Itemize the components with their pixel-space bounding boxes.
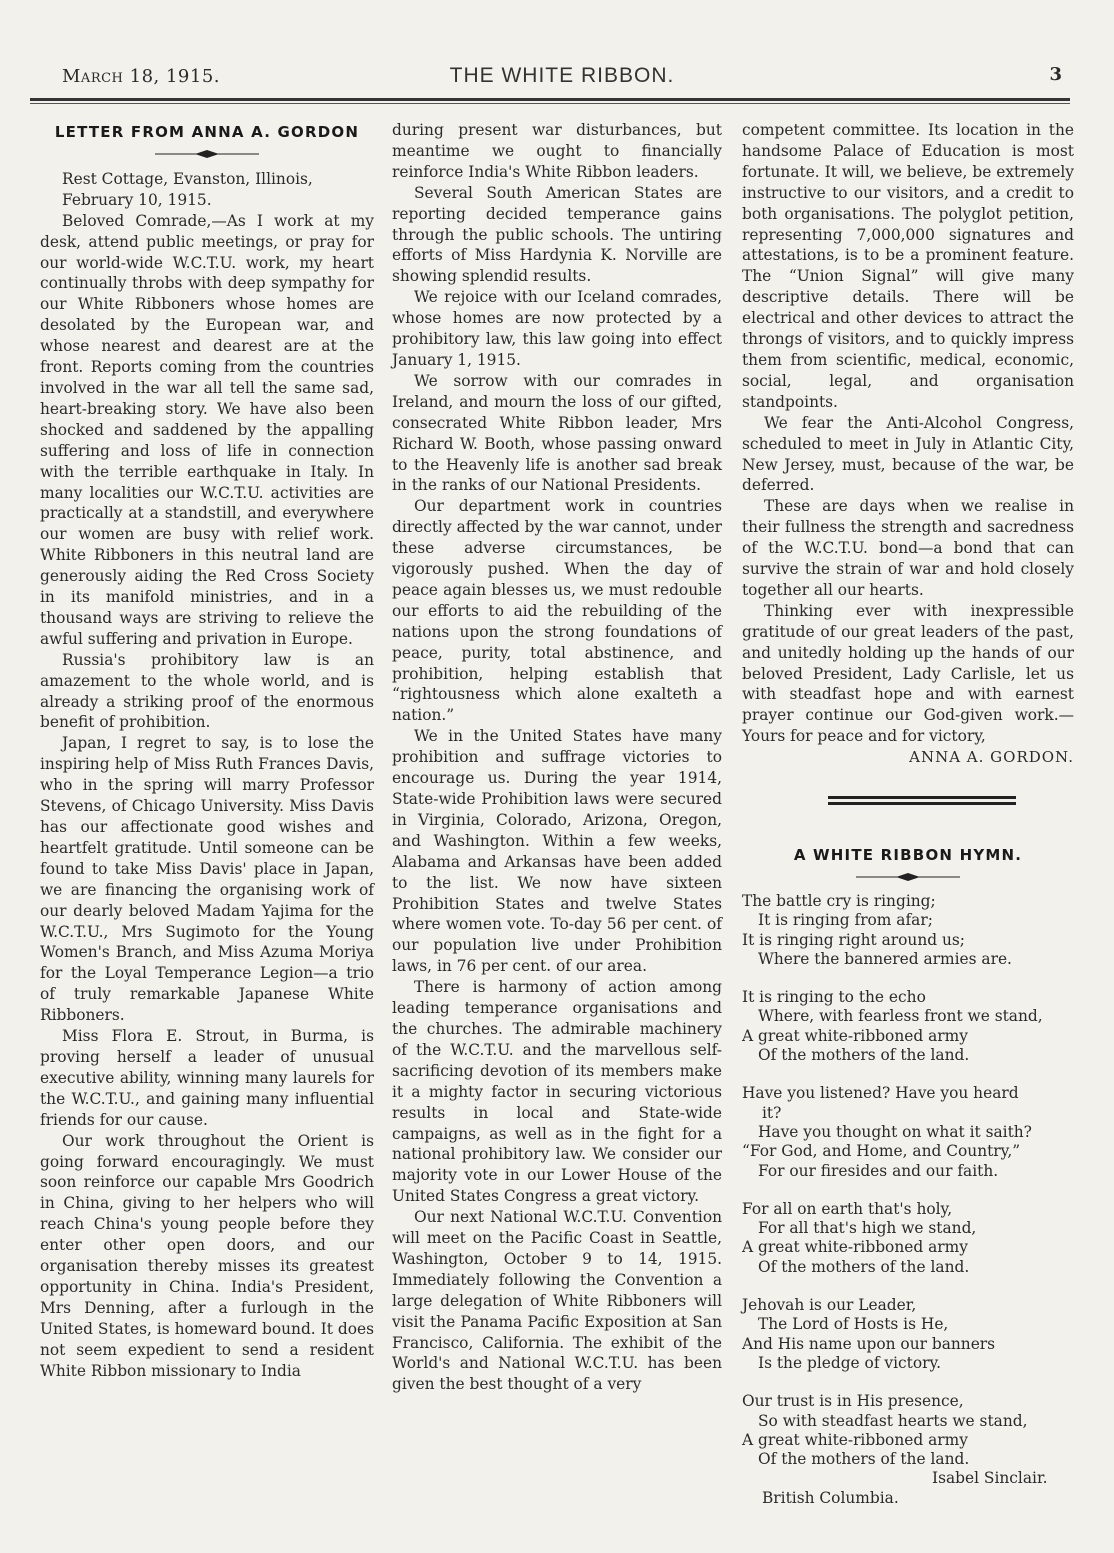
paragraph-continuation: competent committee. Its location in the handsome Palace of Education is most fortunate. It will, we believe, be extremely instructive to our visitors, and a credit to both organisations. The polyglot petition, representing 7,000,000 signatures and attestations, is to be a prominent feature. The “Union Signal” will give many descriptive details. There will be electrical and other devices to attract the throngs of visitors, and to quickly impress them from scientific, medical, economic, social, legal, and organisation standpoints.	[742, 121, 1074, 411]
divider-ornament-icon	[848, 872, 968, 882]
paragraph: We in the United States have many prohibition and suffrage victories to encourage us. During the year 1914, State-wide Prohibition laws were secured in Virginia, Colorado, Arizona, Oregon, and Washington. Within a few weeks, Alabama and Arkansas have been added to the list. We now have sixteen Prohibition States and twelve States where women vote. To-day 56 per cent. of our population live under Prohibition laws, in 76 per cent. of our area.	[392, 727, 722, 976]
paragraph: Our work throughout the Orient is going forward encouragingly. We must soon reinforce our capable Mrs Goodrich in China, giving to her helpers who will reach China's young people before they enter other open doors, and our organisation thereby misses its greatest opportunity in China. India's President, Mrs Denning, after a furlough in the United States, is homeward bound. It does not seem expedient to send a resident White Ribbon missionary to India	[40, 1131, 374, 1380]
poem-line: Of the mothers of the land.	[758, 1450, 970, 1469]
poem-line: Where, with fearless front we stand,	[758, 1007, 1043, 1026]
paragraph: We fear the Anti-Alcohol Congress, scheduled to meet in July in Atlantic City, New Jersey, must, because of the war, be deferred.	[742, 413, 1074, 495]
paragraph: Russia's prohibitory law is an amazement to the whole world, and is already a striking proof of the enormous benefit of prohibition.	[40, 650, 374, 732]
section-divider	[828, 796, 1016, 805]
hymn-stanza	[742, 1084, 1074, 1180]
poem-line: It is ringing from afar;	[758, 911, 933, 930]
masthead	[62, 62, 1062, 90]
poem-line: “For God, and Home, and Country,”	[742, 1142, 1021, 1161]
header-rule-thin	[30, 103, 1070, 104]
column-3	[742, 120, 1074, 1512]
page-number: 3	[1049, 64, 1062, 85]
paragraph: We rejoice with our Iceland comrades, whose homes are now protected by a prohibitory law, this law going into effect January 1, 1915.	[392, 288, 722, 369]
poem-line: it?	[762, 1103, 782, 1122]
poem-line: Is the pledge of victory.	[758, 1353, 941, 1372]
poem-line: For all that's high we stand,	[758, 1219, 977, 1238]
poem-line: For all on earth that's holy,	[742, 1199, 953, 1218]
poem-line: Jehovah is our Leader,	[742, 1296, 917, 1315]
dateline-date: February 10, 1915.	[62, 190, 212, 209]
hymn-stanza	[742, 1200, 1074, 1277]
column-2	[392, 120, 722, 1395]
paragraph: Japan, I regret to say, is to lose the inspiring help of Miss Ruth Frances Davis, who in the spring will marry Professor Stevens, of Chicago University. Miss Davis has our affectionate good wishes and heartfelt gratitude. Until someone can be found to take Miss Davis' place in Japan, we are financing the organising work of our dearly beloved Madam Yajima for the W.C.T.U., Mrs Sugimoto for the Young Women's Branch, and Miss Azuma Moriya for the Loyal Temperance Legion—a trio of truly remarkable Japanese White Ribboners.	[40, 734, 374, 1025]
poem-line: For our firesides and our faith.	[758, 1161, 999, 1180]
newspaper-title: THE WHITE RIBBON.	[449, 64, 675, 87]
dateline-place: Rest Cottage, Evanston, Illinois,	[62, 169, 313, 188]
paragraph: Thinking ever with inexpressible gratitude of our great leaders of the past, and unitedly holding up the hands of our beloved President, Lady Carlisle, let us with steadfast hope and with earnest prayer continue our God-given work.—Yours for peace and for victory,	[742, 601, 1074, 746]
hymn-heading: A WHITE RIBBON HYMN.	[793, 846, 1023, 865]
paragraph: These are days when we realise in their fullness the strength and sacredness of the W.C.T.U. bond—a bond that can survive the strain of war and hold closely together all our hearts.	[742, 497, 1074, 599]
paragraph: Our next National W.C.T.U. Convention will meet on the Pacific Coast in Seattle, Washington, October 9 to 14, 1915. Immediately following the Convention a large delegation of White Ribboners will visit the Panama Pacific Exposition at San Francisco, California. The exhibit of the World's and National W.C.T.U. has been given the best thought of a very	[392, 1208, 722, 1394]
hymn-stanza	[742, 892, 1074, 969]
paragraph-continuation: during present war disturbances, but meantime we ought to financially reinforce India's White Ribbon leaders.	[392, 121, 722, 181]
paragraph: Miss Flora E. Strout, in Burma, is proving herself a leader of unusual executive ability, winning many laurels for the W.C.T.U., and gaining many influential friends for our cause.	[40, 1027, 374, 1129]
poem-line: Of the mothers of the land.	[758, 1257, 970, 1276]
divider-ornament-icon	[147, 149, 267, 159]
poem-line: Our trust is in His presence,	[742, 1392, 964, 1411]
poem-line: A great white-ribboned army	[742, 1238, 968, 1257]
hymn-stanza	[742, 1392, 1074, 1508]
poem-line: Of the mothers of the land.	[758, 1046, 970, 1065]
paragraph: Our department work in countries directly affected by the war cannot, under these adverse circumstances, be vigorously pushed. When the day of peace again blesses us, we must redouble our efforts to aid the rebuilding of the nations upon the strong foundations of peace, purity, total abstinence, and prohibition, helping establish that “rightousness which alone exalteth a nation.”	[392, 497, 722, 725]
paragraph: Beloved Comrade,—As I work at my desk, attend public meetings, or pray for our world-wide W.C.T.U. work, my heart continually throbs with deep sympathy for our White Ribboners whose homes are desolated by the European war, and whose nearest and dearest are at the front. Reports coming from the countries involved in the war all tell the same sad, heart-breaking story. We have also been shocked and saddened by the appalling suffering and loss of life in connection with the terrible earthquake in Italy. In many localities our W.C.T.U. activities are practically at a standstill, and everywhere our women are busy with relief work. White Ribboners in this neutral land are generously aiding the Red Cross Society in its manifold ministries, and in a thousand ways are striving to relieve the awful suffering and privation in Europe.	[40, 211, 374, 648]
poem-line: It is ringing right around us;	[742, 930, 965, 949]
poem-line: Have you thought on what it saith?	[758, 1122, 1032, 1141]
poem-line: A great white-ribboned army	[742, 1430, 968, 1449]
issue-date: March 18, 1915.	[62, 66, 220, 87]
paragraph: There is harmony of action among leading temperance organisations and the churches. The admirable machinery of the W.C.T.U. and the marvellous self-sacrificing devotion of its members make it a mighty factor in securing victorious results in local and State-wide campaigns, as well as in the fight for a national prohibitory law. We consider our majority vote in our Lower House of the United States Congress a great victory.	[392, 978, 722, 1206]
hymn-place: British Columbia.	[762, 1488, 899, 1507]
poem-line: The battle cry is ringing;	[742, 892, 936, 910]
hymn-author: Isabel Sinclair.	[932, 1469, 1048, 1488]
hymn-stanza	[742, 1296, 1074, 1373]
paragraph: We sorrow with our comrades in Ireland, and mourn the loss of our gifted, consecrated White Ribbon leader, Mrs Richard W. Booth, whose passing onward to the Heavenly life is another sad break in the ranks of our National Presidents.	[392, 371, 722, 495]
poem-line: A great white-ribboned army	[742, 1026, 968, 1045]
letter-signature: ANNA A. GORDON.	[909, 748, 1074, 767]
poem-line: So with steadfast hearts we stand,	[758, 1411, 1028, 1430]
hymn-stanza	[742, 988, 1074, 1065]
paragraph: Several South American States are reporting decided temperance gains through the public schools. The untiring efforts of Miss Hardynia K. Norville are showing splendid results.	[392, 183, 722, 286]
poem-line: It is ringing to the echo	[742, 988, 926, 1007]
header-rule	[30, 98, 1070, 101]
column-1	[40, 118, 374, 1381]
letter-heading: LETTER FROM ANNA A. GORDON	[54, 123, 360, 141]
poem-line: Where the bannered armies are.	[758, 949, 1012, 968]
poem-line: And His name upon our banners	[742, 1334, 996, 1353]
poem-line: The Lord of Hosts is He,	[758, 1315, 949, 1334]
poem-line: Have you listened? Have you heard	[742, 1084, 1019, 1103]
hymn-poem	[742, 892, 1074, 1508]
